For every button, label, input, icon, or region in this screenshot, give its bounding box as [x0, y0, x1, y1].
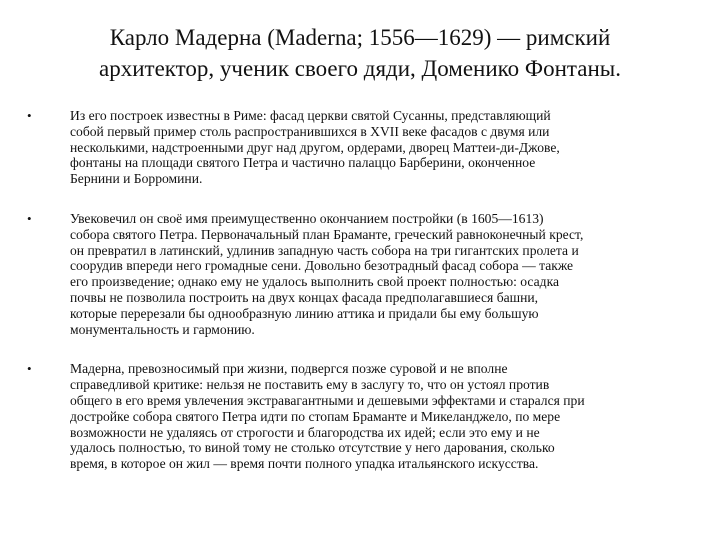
text-line: собой первый пример столь распространившихся в XVII веке фасадов с двумя или — [70, 123, 550, 139]
text-line: общего в его время увлечения экстравагантными и дешевыми эффектами и старался при — [70, 392, 585, 408]
text-line: фонтаны на площади святого Петра и частично палаццо Барберини, оконченное — [70, 155, 536, 171]
title-line-2: архитектор, ученик своего дяди, Доменико Фонтаны. — [99, 56, 621, 81]
text-line: Бернини и Борромини. — [70, 171, 203, 187]
bullet-list — [0, 108, 720, 472]
bullet-marker: • — [27, 361, 32, 377]
text-line: почвы не позволила построить на двух концах фасада предполагавшиеся башни, — [70, 289, 539, 305]
text-line: его произведение; однако ему не удалось выполнить свой проект полностью: осадка — [70, 274, 560, 290]
text-line: время, в которое он жил — время почти полного упадка итальянского искусства. — [70, 456, 539, 472]
text-line: он превратил в латинский, удлинив западную часть собора на три гигантских пролета и — [70, 242, 579, 258]
text-line: соорудив впереди него громадные сени. Довольно безотрадный фасад собора — также — [70, 258, 574, 274]
text-line: Из его построек известны в Риме: фасад церкви святой Сусанны, представляющий — [70, 108, 551, 123]
text-line: возможности не удаляясь от строгости и благородства их идей; если это ему и не — [70, 424, 540, 440]
text-line: достройке собора святого Петра идти по стопам Браманте и Микеланджело, по мере — [70, 408, 561, 424]
bullet-marker: • — [27, 210, 32, 226]
text-line: удалось полностью, то виной тому не столько отсутствие у него дарования, сколько — [70, 440, 555, 456]
bullet-marker: • — [27, 108, 32, 123]
bullet-item-st-peter — [0, 211, 720, 337]
title-line-1: Карло Мадерна (Maderna; 1556—1629) — римский — [109, 25, 611, 50]
slide-title — [40, 22, 680, 84]
bullet-item-criticism — [0, 361, 720, 472]
text-line: монументальность и гармонию. — [70, 321, 255, 337]
bullet-item-buildings — [0, 108, 720, 187]
text-line: собора святого Петра. Первоначальный план Браманте, греческий равноконечный крест, — [70, 226, 584, 242]
text-line: несколькими, надстроенными друг над другом, ордерами, дворец Маттеи-ди-Джове, — [70, 139, 560, 155]
text-line: Увековечил он своё имя преимущественно окончанием постройки (в 1605—1613) — [70, 210, 544, 226]
text-line: которые перерезали бы однообразную линию аттика и придали бы ему большую — [70, 305, 539, 321]
text-line: справедливой критике: нельзя не поставить ему в заслугу то, что он устоял против — [70, 377, 550, 393]
text-line: Мадерна, превозносимый при жизни, подвергся позже суровой и не вполне — [70, 361, 508, 377]
